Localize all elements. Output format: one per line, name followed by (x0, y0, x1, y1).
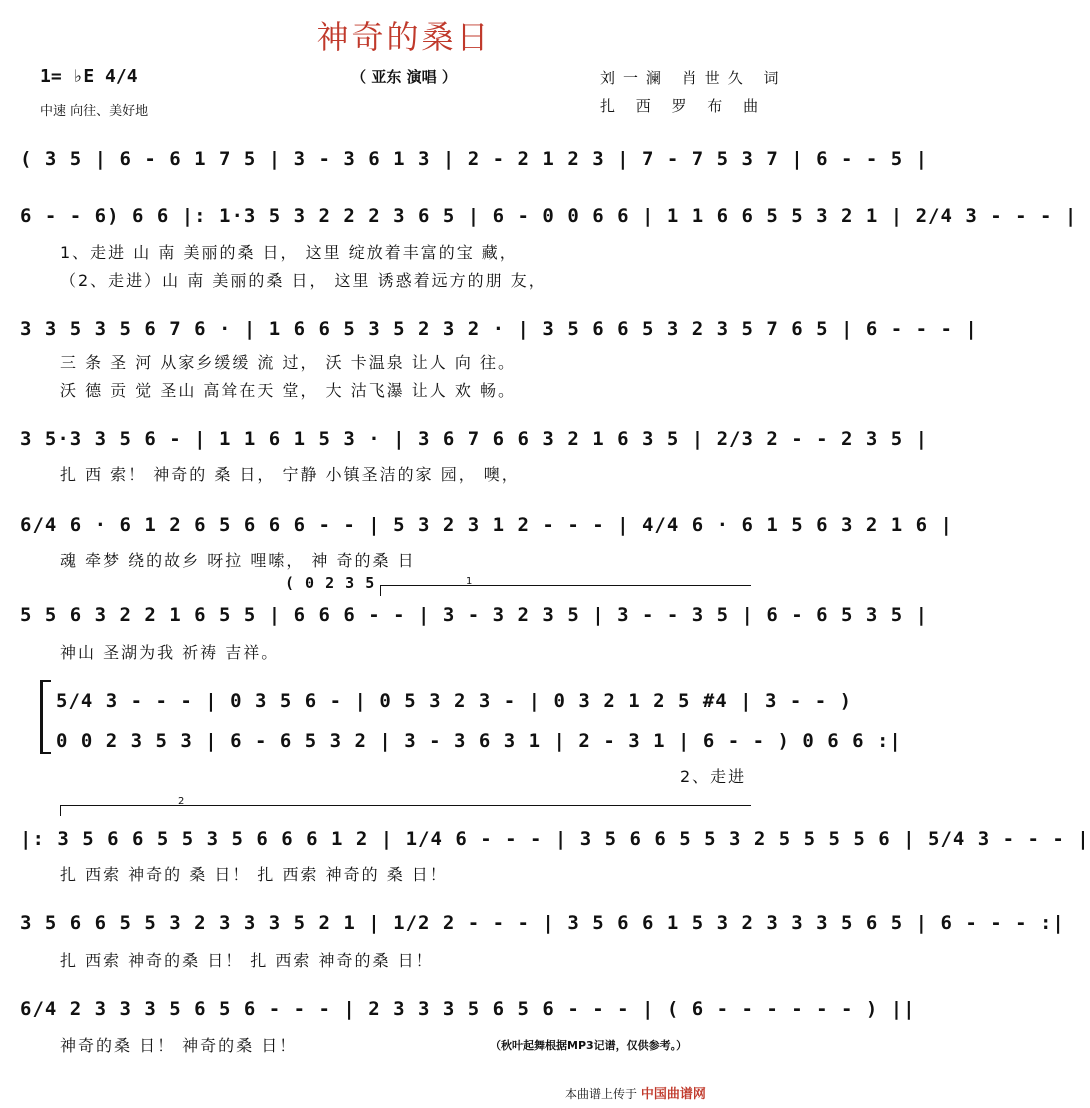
lyric-line-7: 2、走进 (680, 767, 747, 786)
score-line-4: 3 5·3 3 5 6 - | 1 1 6 1 5 3 · | 3 6 7 6 6 3 2 1 6 3 5 | 2/3 2 - - 2 3 5 | (20, 428, 929, 450)
lyric-line-2-verse-1: 1、走进 山 南 美丽的桑 日， 这里 绽放着丰富的宝 藏， (60, 243, 518, 262)
lyric-line-9: 扎 西索 神奇的桑 日！ 扎 西索 神奇的桑 日！ (60, 951, 434, 970)
lyric-line-10: 神奇的桑 日！ 神奇的桑 日！ (60, 1036, 298, 1055)
score-line-6: 5 5 6 3 2 2 1 6 5 5 | 6 6 6 - - | 3 - 3 2 3 5 | 3 - - 3 5 | 6 - 6 5 3 5 | (20, 604, 929, 626)
key-signature: 1= ♭E 4/4 (40, 66, 138, 87)
score-line-3: 3 3 5 3 5 6 7 6 · | 1 6 6 5 3 5 2 3 2 · | 3 5 6 6 5 3 2 3 5 7 6 5 | 6 - - - | (20, 318, 978, 340)
score-line-5: 6/4 6 · 6 1 2 6 5 6 6 6 - - | 5 3 2 3 1 2 - - - | 4/4 6 · 6 1 5 6 3 2 1 6 | (20, 514, 953, 536)
score-line-2: 6 - - 6) 6 6 |: 1·3 5 3 2 2 2 3 6 5 | 6 - 0 0 6 6 | 1 1 6 6 5 5 3 2 1 | 2/4 3 - - - | (20, 205, 1078, 227)
lyricist-credit: 刘一澜 肖世久 词 (600, 69, 787, 87)
score-line-9: 3 5 6 6 5 5 3 2 3 3 3 5 2 1 | 1/2 2 - - - | 3 5 6 6 1 5 3 2 3 3 3 5 6 5 | 6 - - - :| (20, 912, 1065, 934)
system-bracket (40, 680, 51, 754)
score-line-7-upper: 5/4 3 - - - | 0 3 5 6 - | 0 5 3 2 3 - | 0 3 2 1 2 5 #4 | 3 - - ) (56, 690, 853, 712)
tempo-marking: 中速 向往、美好地 (40, 104, 149, 119)
lyric-line-5: 魂 牵梦 绕的故乡 呀拉 哩嗦， 神 奇的桑 日 (60, 551, 416, 570)
score-line-7-lower: 0 0 2 3 5 3 | 6 - 6 5 3 2 | 3 - 3 6 3 1 | 2 - 3 1 | 6 - - ) 0 6 6 :| (56, 730, 902, 752)
song-title: 神奇的桑日 (316, 18, 492, 56)
lyric-line-6: 神山 圣湖为我 祈祷 吉祥。 (60, 643, 280, 662)
lyric-line-3-verse-1: 三 条 圣 河 从家乡缓缓 流 过， 沃 卡温泉 让人 向 往。 (60, 353, 516, 372)
score-line-1: ( 3 5 | 6 - 6 1 7 5 | 3 - 3 6 1 3 | 2 - 2 1 2 3 | 7 - 7 5 3 7 | 6 - - 5 | (20, 148, 929, 170)
footer-text: 本曲谱上传于 (565, 1087, 638, 1101)
volta-number-1: 1 (466, 576, 473, 587)
transcription-note: （秋叶起舞根据MP3记谱，仅供参考。） (490, 1039, 688, 1052)
volta-bracket-1 (380, 585, 751, 596)
pickup-notes: ( 0 2 3 5 (285, 574, 376, 592)
score-line-8: |: 3 5 6 6 5 5 3 5 6 6 6 1 2 | 1/4 6 - - - | 3 5 6 6 5 5 3 2 5 5 5 5 6 | 5/4 3 - - - | (20, 828, 1090, 850)
score-line-10: 6/4 2 3 3 3 5 6 5 6 - - - | 2 3 3 3 5 6 5 6 - - - | ( 6 - - - - - - ) || (20, 998, 916, 1020)
volta-bracket-2 (60, 805, 751, 816)
composer-credit: 扎 西 罗 布 曲 (600, 97, 767, 115)
site-logo[interactable]: 中国曲谱网 (640, 1087, 706, 1102)
lyric-line-3-verse-2: 沃 德 贡 觉 圣山 高耸在天 堂， 大 沽飞瀑 让人 欢 畅。 (60, 381, 516, 400)
lyric-line-2-verse-2: （2、走进）山 南 美丽的桑 日， 这里 诱惑着远方的朋 友， (60, 271, 547, 290)
lyric-line-4: 扎 西 索！ 神奇的 桑 日， 宁静 小镇圣洁的家 园， 噢， (60, 465, 520, 484)
footer (565, 1083, 706, 1102)
singer-label: （ 亚东 演唱 ） (351, 68, 457, 86)
volta-number-2: 2 (178, 796, 185, 807)
credits (600, 64, 787, 120)
lyric-line-8: 扎 西索 神奇的 桑 日！ 扎 西索 神奇的 桑 日！ (60, 865, 448, 884)
